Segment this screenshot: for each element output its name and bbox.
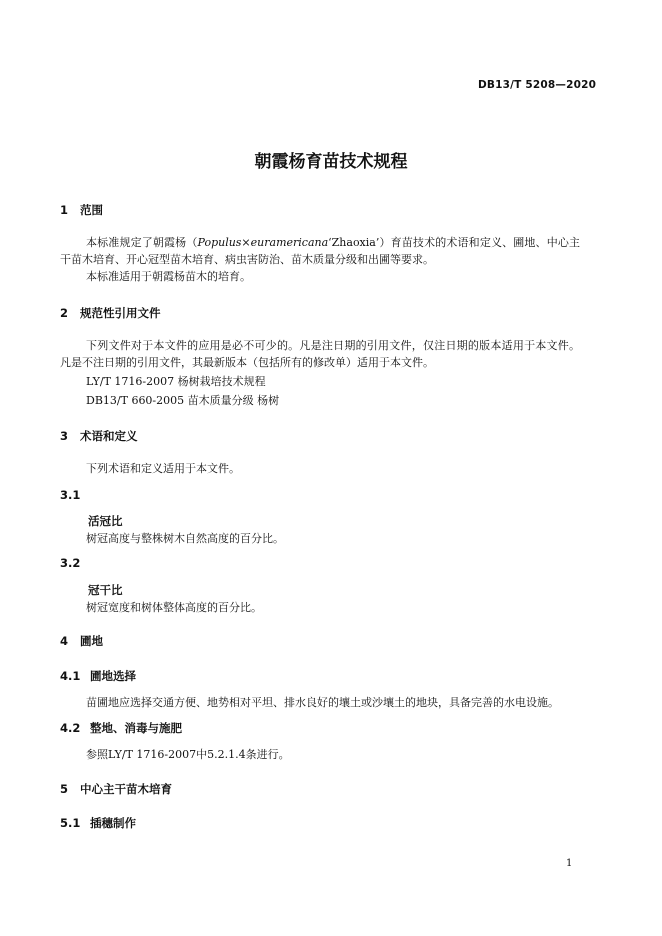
section-4-heading xyxy=(60,633,103,649)
section-2-heading xyxy=(60,305,161,321)
section-title: 规范性引用文件 xyxy=(80,306,161,320)
section-title: 术语和定义 xyxy=(80,429,138,443)
subsection-number: 5.1 xyxy=(60,816,81,830)
term-3-2-number: 3.2 xyxy=(60,556,81,570)
site-preparation-text: 参照LY/T 1716-2007中5.2.1.4条进行。 xyxy=(86,748,290,761)
section-number: 5 xyxy=(60,782,69,796)
scientific-name: Populus×euramericana xyxy=(197,236,329,249)
normative-references-paragraph: 下列文件对于本文件的应用是必不可少的。凡是注日期的引用文件，仅注日期的版本适用于本文件。凡是不注日期的引用文件，其最新版本（包括所有的修改单）适用于本文件。 xyxy=(60,339,580,369)
term-3-2-name: 冠干比 xyxy=(88,583,123,597)
term-3-1-name: 活冠比 xyxy=(88,514,123,528)
section-number: 3 xyxy=(60,429,69,443)
scope-paragraph xyxy=(60,234,580,268)
section-number: 4 xyxy=(60,634,69,648)
reference-item: DB13/T 660-2005 苗木质量分级 杨树 xyxy=(86,394,280,407)
subsection-4-2-heading xyxy=(60,720,182,736)
term-3-1-definition: 树冠高度与整株树木自然高度的百分比。 xyxy=(86,532,284,545)
document-title: 朝霞杨育苗技术规程 xyxy=(254,152,408,172)
subsection-title: 整地、消毒与施肥 xyxy=(90,721,182,735)
section-1-heading xyxy=(60,202,103,218)
section-3-heading xyxy=(60,428,138,444)
subsection-number: 4.2 xyxy=(60,721,81,735)
page-number: 1 xyxy=(566,858,573,869)
section-title: 圃地 xyxy=(80,634,103,648)
section-number: 2 xyxy=(60,306,69,320)
terms-intro: 下列术语和定义适用于本文件。 xyxy=(86,462,240,475)
section-number: 1 xyxy=(60,203,69,217)
subsection-4-1-heading xyxy=(60,668,136,684)
scope-text-end: ‘Zhaoxia’）育苗技术的术语和定义、圃地、中心主干苗木培育、开心冠型苗木培育、病虫害防治、苗木质量分级和出圃等要求。 xyxy=(60,236,580,266)
subsection-title: 插穗制作 xyxy=(90,816,136,830)
reference-item: LY/T 1716-2007 杨树栽培技术规程 xyxy=(86,375,266,388)
subsection-number: 4.1 xyxy=(60,669,81,683)
scope-text-start: 本标准规定了朝霞杨（ xyxy=(86,236,198,249)
section-5-heading xyxy=(60,781,172,797)
standard-code: DB13/T 5208—2020 xyxy=(478,79,597,91)
section-title: 范围 xyxy=(80,203,103,217)
applicability-paragraph: 本标准适用于朝霞杨苗木的培育。 xyxy=(86,270,251,283)
subsection-title: 圃地选择 xyxy=(90,669,136,683)
section-title: 中心主干苗木培育 xyxy=(80,782,172,796)
term-3-2-definition: 树冠宽度和树体整体高度的百分比。 xyxy=(86,601,262,614)
term-3-1-number: 3.1 xyxy=(60,488,81,502)
nursery-selection-text: 苗圃地应选择交通方便、地势相对平坦、排水良好的壤土或沙壤土的地块，具备完善的水电设施。 xyxy=(86,696,559,709)
subsection-5-1-heading xyxy=(60,815,136,831)
